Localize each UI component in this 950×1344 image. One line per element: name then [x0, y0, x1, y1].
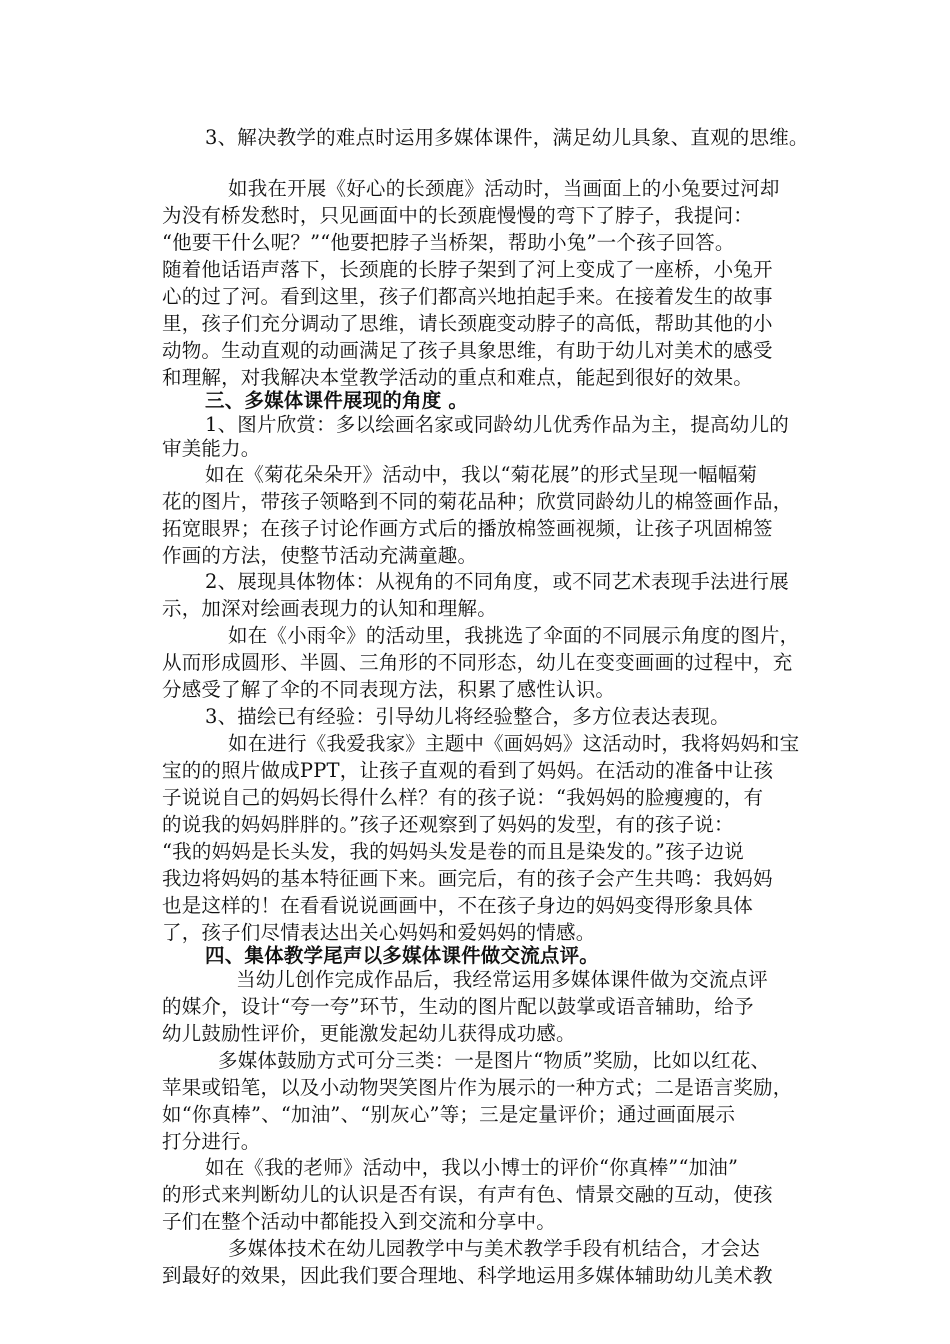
- paragraph-line: 如在《菊花朵朵开》活动中，我以“菊花展”的形式呈现一幅幅菊: [205, 463, 758, 486]
- paragraph-line: 心的过了河。看到这里，孩子们都高兴地拍起手来。在接着发生的故事: [162, 285, 773, 308]
- paragraph-line: 如“你真棒”、“加油”、“别灰心”等；三是定量评价；通过画面展示: [162, 1103, 736, 1126]
- paragraph-line: 拓宽眼界；在孩子讨论作画方式后的播放棉签画视频，让孩子巩固棉签: [162, 517, 773, 540]
- paragraph-line: 分感受了解了伞的不同表现方法，积累了感性认识。: [162, 678, 616, 701]
- paragraph-line: 动物。生动直观的动画满足了孩子具象思维，有助于幼儿对美术的感受: [162, 339, 773, 362]
- paragraph-line: 多媒体技术在幼儿园教学中与美术教学手段有机结合，才会达: [228, 1237, 760, 1260]
- paragraph-line: 子说说自己的妈妈长得什么样？有的孩子说：“我妈妈的脸瘦瘦的，有: [162, 786, 764, 809]
- paragraph-line: 为没有桥发愁时，只见画面中的长颈鹿慢慢的弯下了脖子，我提问：: [162, 204, 754, 227]
- paragraph-line: 示，加深对绘画表现力的认知和理解。: [162, 597, 497, 620]
- paragraph-line: 多媒体鼓励方式可分三类：一是图片“物质”奖励，比如以红花、: [218, 1049, 771, 1072]
- paragraph-line: 的说我的妈妈胖胖的。”孩子还观察到了妈妈的发型，有的孩子说：: [162, 813, 734, 836]
- paragraph-line: 苹果或铅笔，以及小动物哭笑图片作为展示的一种方式；二是语言奖励，: [162, 1076, 793, 1099]
- paragraph-line: 幼儿鼓励性评价，更能激发起幼儿获得成功感。: [162, 1022, 576, 1045]
- paragraph-line: 宝的的照片做成PPT，让孩子直观的看到了妈妈。在活动的准备中让孩: [162, 759, 774, 782]
- paragraph-line: 了，孩子们尽情表达出关心妈妈和爱妈妈的情感。: [162, 921, 596, 944]
- paragraph-line: 如在进行《我爱我家》主题中《画妈妈》这活动时，我将妈妈和宝: [228, 732, 800, 755]
- paragraph-line: 如在《我的老师》活动中，我以小博士的评价“你真棒”“加油”: [205, 1156, 739, 1179]
- paragraph-line: 的形式来判断幼儿的认识是否有误，有声有色、情景交融的互动，使孩: [162, 1183, 773, 1206]
- paragraph-line: 打分进行。: [162, 1130, 261, 1153]
- paragraph-line: 子们在整个活动中都能投入到交流和分享中。: [162, 1210, 557, 1233]
- paragraph-line: 到最好的效果，因此我们要合理地、科学地运用多媒体辅助幼儿美术教: [162, 1264, 773, 1287]
- paragraph-line: 1、图片欣赏：多以绘画名家或同龄幼儿优秀作品为主，提高幼儿的: [205, 413, 789, 436]
- paragraph-line: 和理解，对我解决本堂教学活动的重点和难点，能起到很好的效果。: [162, 366, 754, 389]
- paragraph-line: “我的妈妈是长头发，我的妈妈头发是卷的而且是染发的。”孩子边说: [162, 840, 744, 863]
- paragraph-line: 如我在开展《好心的长颈鹿》活动时，当画面上的小兔要过河却: [228, 177, 780, 200]
- section-heading: 四、集体教学尾声以多媒体课件做交流点评。: [205, 944, 600, 967]
- paragraph-line: 从而形成圆形、半圆、三角形的不同形态，幼儿在变变画画的过程中，充: [162, 651, 793, 674]
- paragraph-line: 当幼儿创作完成作品后，我经常运用多媒体课件做为交流点评: [236, 968, 768, 991]
- paragraph-line: 如在《小雨伞》的活动里，我挑选了伞面的不同展示角度的图片，: [228, 624, 800, 647]
- paragraph-line: 3、描绘已有经验：引导幼儿将经验整合，多方位表达表现。: [205, 705, 730, 728]
- paragraph-line: 作画的方法，使整节活动充满童趣。: [162, 544, 478, 567]
- paragraph-line: 花的图片，带孩子领略到不同的菊花品种；欣赏同龄幼儿的棉签画作品，: [162, 490, 793, 513]
- paragraph-line: “他要干什么呢？”“他要把脖子当桥架，帮助小兔”一个孩子回答。: [162, 231, 735, 254]
- paragraph-line: 我边将妈妈的基本特征画下来。画完后，有的孩子会产生共鸣：我妈妈: [162, 867, 773, 890]
- paragraph-line: 里，孩子们充分调动了思维，请长颈鹿变动脖子的高低，帮助其他的小: [162, 312, 773, 335]
- paragraph-line: 随着他话语声落下，长颈鹿的长脖子架到了河上变成了一座桥，小兔开: [162, 258, 773, 281]
- paragraph-line: 2、展现具体物体：从视角的不同角度，或不同艺术表现手法进行展: [205, 570, 789, 593]
- section-heading: 三、多媒体课件展现的角度 。: [205, 389, 469, 412]
- paragraph-line: 的媒介，设计“夸一夸”环节，生动的图片配以鼓掌或语音辅助，给予: [162, 995, 754, 1018]
- paragraph-line: 审美能力。: [162, 437, 261, 460]
- paragraph-line: 3、解决教学的难点时运用多媒体课件，满足幼儿具象、直观的思维。: [205, 126, 809, 149]
- paragraph-line: 也是这样的！在看看说说画画中，不在孩子身边的妈妈变得形象具体: [162, 894, 754, 917]
